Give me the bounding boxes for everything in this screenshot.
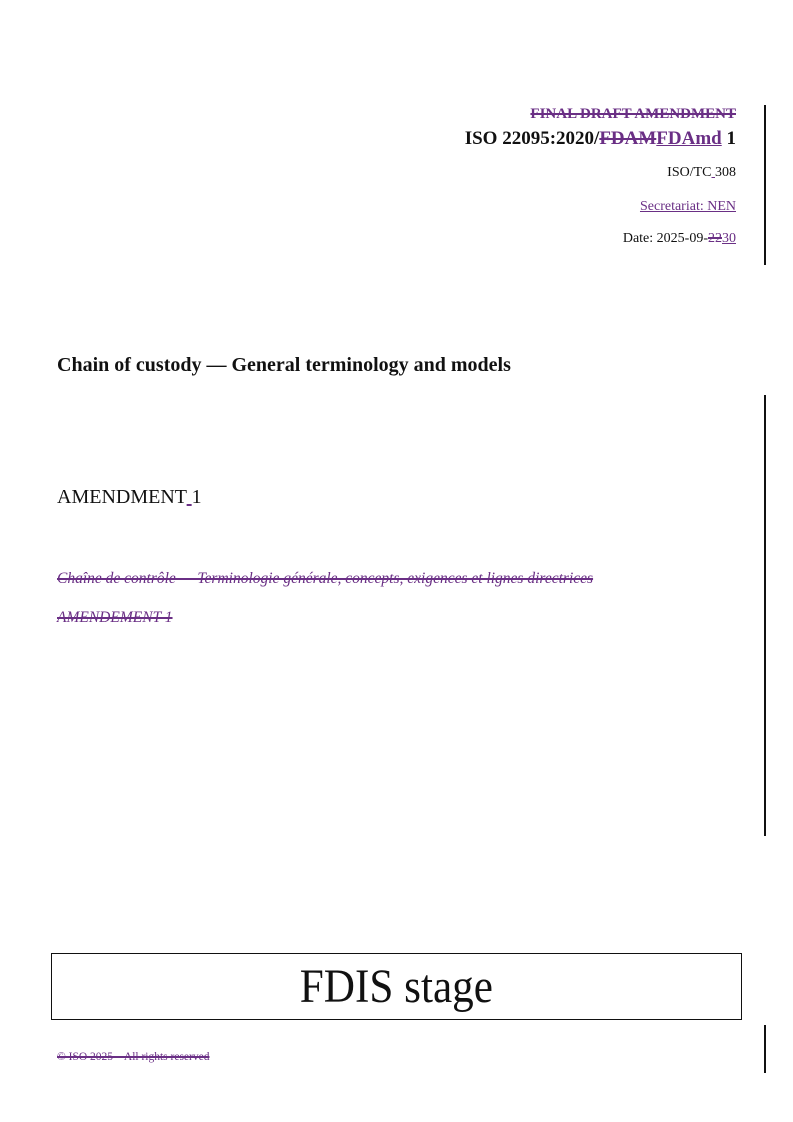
committee-suffix: 308	[715, 165, 736, 180]
date-inserted: 30	[722, 231, 736, 246]
french-amendment-deleted: AMENDEMENT 1	[57, 609, 173, 626]
doc-prefix: ISO 22095:2020/	[464, 128, 600, 149]
date-prefix: Date: 2025-09-	[622, 231, 708, 246]
change-bar	[764, 105, 766, 265]
doc-inserted: FDAmd	[656, 128, 722, 149]
change-bar	[764, 1025, 766, 1073]
deleted-final-draft-label: FINAL DRAFT AMENDMENT	[530, 106, 736, 122]
date	[623, 231, 736, 247]
amendment-number: 1	[191, 486, 202, 508]
stage-label: FDIS stage	[299, 960, 494, 1013]
amendment-label	[57, 486, 202, 509]
french-title-deleted: Chaîne de contrôle — Terminologie générale, concepts, exigences et lignes directrices	[57, 570, 594, 587]
document-title: Chain of custody — General terminology and models	[57, 354, 511, 376]
doc-suffix: 1	[721, 128, 736, 149]
change-bar	[764, 395, 766, 836]
stage-box	[51, 953, 742, 1020]
secretariat: Secretariat: NEN	[639, 199, 736, 214]
document-number	[465, 128, 736, 150]
committee-prefix: ISO/TC	[667, 165, 712, 180]
doc-deleted: FDAM	[599, 128, 657, 149]
committee	[667, 165, 736, 181]
date-deleted: 22	[708, 231, 722, 246]
copyright-footer: © ISO 2025 – All rights reserved	[57, 1051, 210, 1063]
amendment-prefix: AMENDMENT	[57, 486, 187, 508]
